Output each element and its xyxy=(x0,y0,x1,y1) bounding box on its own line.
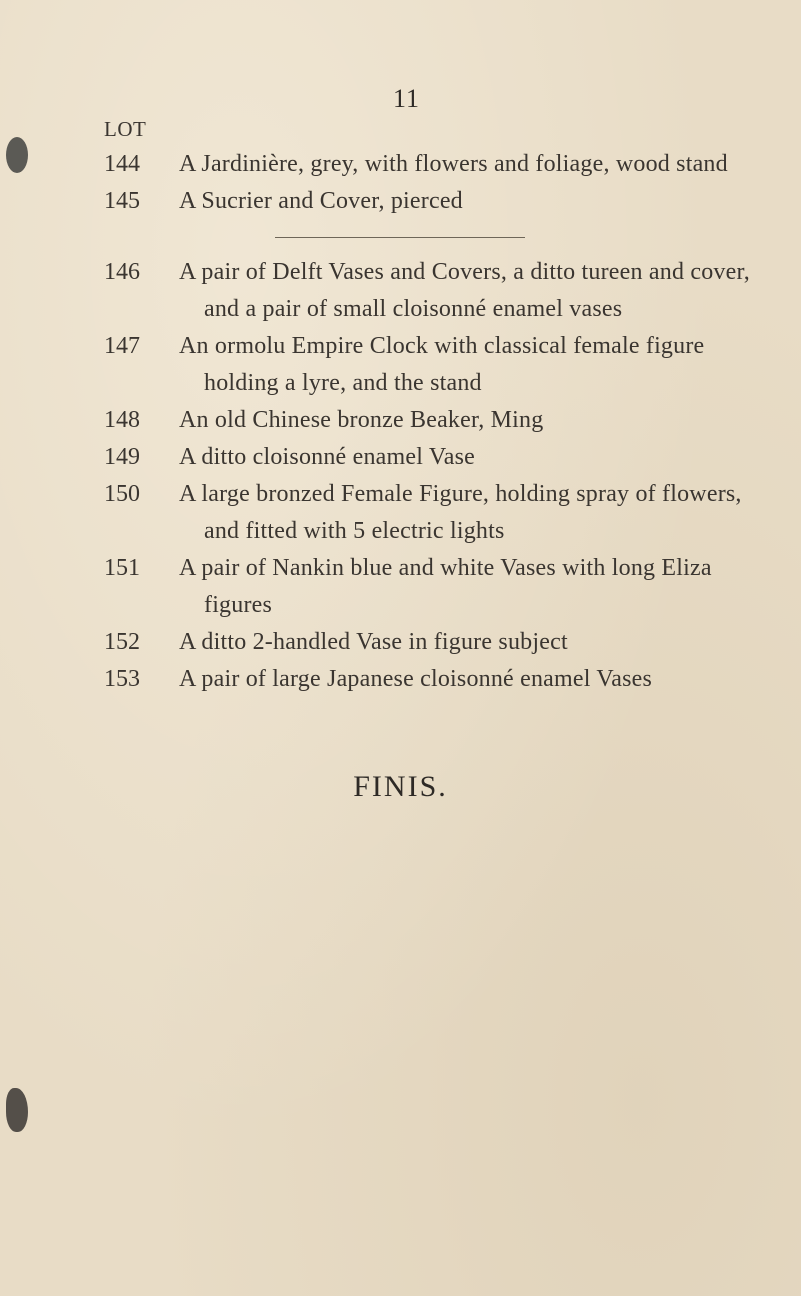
lot-description-continuation: holding a lyre, and the stand xyxy=(204,370,482,396)
lot-number: 144 xyxy=(104,151,140,177)
lot-description xyxy=(179,146,764,183)
lot-column-heading: LOT xyxy=(104,117,147,141)
lot-description-line: An old Chinese bronze Beaker, Ming xyxy=(179,407,544,433)
lot-entry xyxy=(104,146,764,183)
lot-description-continuation: and a pair of small cloisonné enamel vases xyxy=(204,296,623,322)
lot-description-line: A Sucrier and Cover, pierced xyxy=(179,188,463,214)
lot-number: 150 xyxy=(104,481,140,507)
lot-description xyxy=(179,402,764,439)
lot-description-continuation: and fitted with 5 electric lights xyxy=(204,518,505,544)
finis-text: FINIS. xyxy=(353,770,448,803)
lot-number: 145 xyxy=(104,188,140,214)
lot-description xyxy=(179,624,764,661)
binding-hole-mark xyxy=(6,137,28,173)
lot-description xyxy=(179,254,764,328)
lot-entry xyxy=(104,550,764,624)
lot-description-line: A large bronzed Female Figure, holding spray of flowers, xyxy=(179,481,742,507)
lot-description xyxy=(179,183,764,220)
lot-number: 146 xyxy=(104,259,140,285)
lot-description-continuation: figures xyxy=(204,592,273,618)
lot-description-line: An ormolu Empire Clock with classical female figure xyxy=(179,333,705,359)
section-divider xyxy=(275,237,525,238)
binding-hole-mark xyxy=(6,1088,28,1132)
lot-number: 153 xyxy=(104,666,140,692)
lot-description-line: A ditto cloisonné enamel Vase xyxy=(179,444,475,470)
lot-entry xyxy=(104,661,764,698)
lot-description xyxy=(179,661,764,698)
lot-description xyxy=(179,550,764,624)
lot-number: 149 xyxy=(104,444,140,470)
lot-description xyxy=(179,439,764,476)
lot-number: 147 xyxy=(104,333,140,359)
lot-description-line: A ditto 2-handled Vase in figure subject xyxy=(179,629,568,655)
lot-description-line: A pair of Nankin blue and white Vases with long Eliza xyxy=(179,555,712,581)
lot-entry xyxy=(104,439,764,476)
lot-entry xyxy=(104,254,764,328)
lot-entry xyxy=(104,476,764,550)
lot-entry xyxy=(104,624,764,661)
page-number: 11 xyxy=(393,84,421,113)
lot-description-line: A Jardinière, grey, with flowers and foliage, wood stand xyxy=(179,151,728,177)
lot-entry xyxy=(104,328,764,402)
lot-description-line: A pair of Delft Vases and Covers, a ditto tureen and cover, xyxy=(179,259,750,285)
lot-number: 151 xyxy=(104,555,140,581)
lot-description-line: A pair of large Japanese cloisonné enamel Vases xyxy=(179,666,653,692)
lot-number: 152 xyxy=(104,629,140,655)
lot-description xyxy=(179,328,764,402)
lot-entry xyxy=(104,402,764,439)
lot-entry xyxy=(104,183,764,220)
lot-number: 148 xyxy=(104,407,140,433)
lot-description xyxy=(179,476,764,550)
